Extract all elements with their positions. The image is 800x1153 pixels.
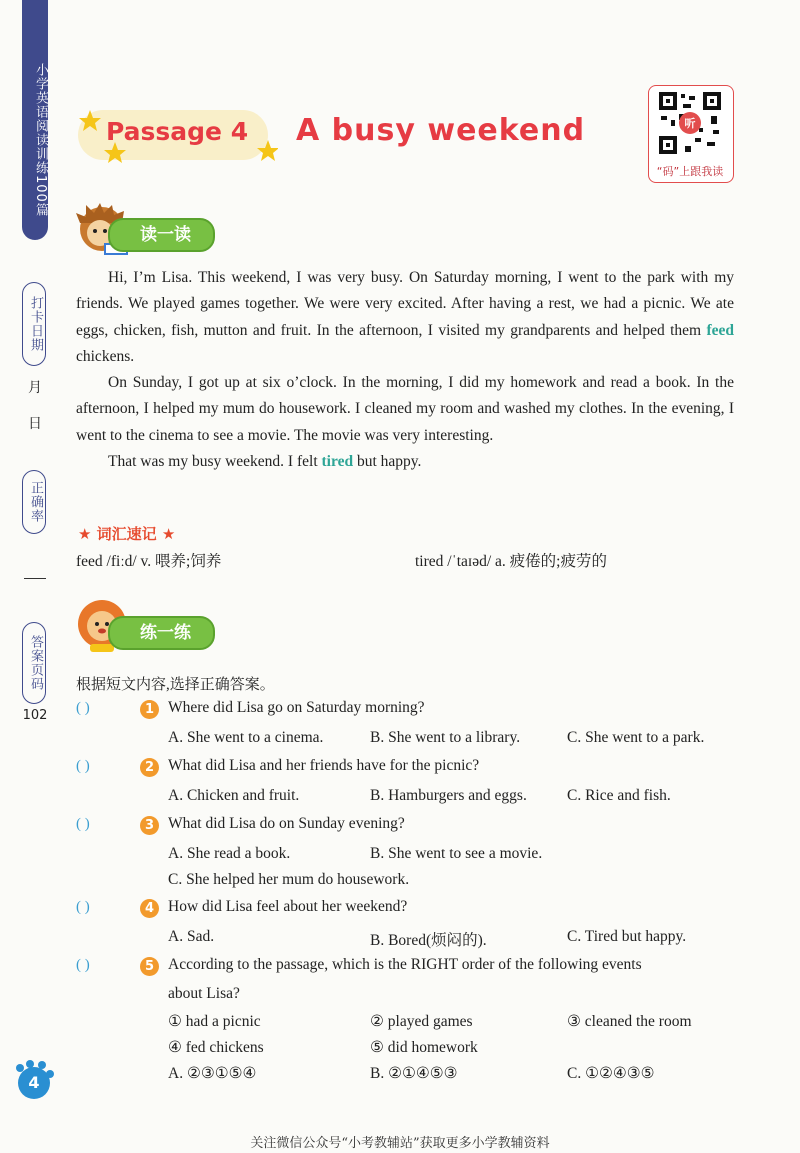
question-5-text-cont: about Lisa? xyxy=(168,985,240,1002)
question-number-4 xyxy=(140,899,159,918)
q4-badge: 4 xyxy=(140,899,159,918)
page-title: A busy weekend xyxy=(296,113,586,148)
q5-badge: 5 xyxy=(140,957,159,976)
question-1 xyxy=(76,699,90,717)
question-4 xyxy=(76,898,90,916)
q3-option-c[interactable]: C. She helped her mum do housework. xyxy=(168,871,410,888)
series-title-tab: 小学英语阅读训练100篇 xyxy=(22,0,48,240)
section-practice-header: 练一练 xyxy=(108,616,215,650)
q3-badge: 3 xyxy=(140,816,159,835)
q1-option-a[interactable]: A. She went to a cinema. xyxy=(168,729,324,746)
paragraph-3-text: That was my busy weekend. I felt xyxy=(108,453,322,471)
q5-option-c[interactable]: C. ①②④③⑤ xyxy=(567,1065,655,1082)
divider xyxy=(24,578,46,579)
passage-number: Passage 4 xyxy=(106,117,249,146)
q1-badge: 1 xyxy=(140,700,159,719)
q2-option-c[interactable]: C. Rice and fish. xyxy=(567,787,671,804)
month-label: 月 xyxy=(28,380,42,396)
q2-option-b[interactable]: B. Hamburgers and eggs. xyxy=(370,787,527,804)
q4-option-c[interactable]: C. Tired but happy. xyxy=(567,928,687,945)
question-5-text: According to the passage, which is the RIGHT order of the following events xyxy=(168,956,642,973)
question-number-5 xyxy=(140,957,159,976)
checkin-date-label: 打卡日期 xyxy=(22,282,46,366)
answer-blank-3[interactable]: ( ) xyxy=(76,816,90,832)
q5-event-3: ③ cleaned the room xyxy=(567,1013,692,1030)
paragraph-3 xyxy=(76,449,734,475)
q5-event-1: ① had a picnic xyxy=(168,1013,261,1030)
vocab-item-tired: tired /ˈtaɪəd/ a. 疲倦的;疲劳的 xyxy=(415,553,607,570)
q5-option-a[interactable]: A. ②③①⑤④ xyxy=(168,1065,257,1082)
answer-blank-4[interactable]: ( ) xyxy=(76,899,90,915)
keyword-feed: feed xyxy=(706,321,734,339)
page-number: 4 xyxy=(18,1067,50,1099)
qr-badge: 听 xyxy=(684,117,696,130)
question-number-3 xyxy=(140,816,159,835)
vocab-item-feed: feed /fiːd/ v. 喂养;饲养 xyxy=(76,553,222,570)
paragraph-1-text: Hi, I’m Lisa. This weekend, I was very busy. On Saturday morning, I went to the park with my friends. We played games together. We were very excited. After having a rest, we had a picnic. We ate eggs, chicken, fish, mutton and fruit. In the afternoon, I visited my grandparents and helped them xyxy=(76,269,734,339)
instruction-text: 根据短文内容,选择正确答案。 xyxy=(76,677,275,693)
paragraph-2: On Sunday, I got up at six o’clock. In the morning, I did my homework and read a book. In the afternoon, I helped my mum do housework. I cleaned my room and washed my clothes. In the evening, I went to the cinema to see a movie. The movie was very interesting. xyxy=(76,374,734,444)
section-read-header: 读一读 xyxy=(108,218,215,252)
q4-option-a[interactable]: A. Sad. xyxy=(168,928,215,945)
answer-page-number: 102 xyxy=(22,708,48,723)
q5-event-5: ⑤ did homework xyxy=(370,1039,478,1056)
paragraph-3-end: but happy. xyxy=(353,453,422,471)
question-3-text: What did Lisa do on Sunday evening? xyxy=(168,815,405,832)
paragraph-1-end: chickens. xyxy=(76,347,135,365)
qr-caption: “码”上跟我读 xyxy=(656,165,724,178)
answer-blank-2[interactable]: ( ) xyxy=(76,758,90,774)
q5-event-2: ② played games xyxy=(370,1013,473,1030)
q1-option-b[interactable]: B. She went to a library. xyxy=(370,729,521,746)
day-label: 日 xyxy=(28,416,42,432)
q3-option-b[interactable]: B. She went to see a movie. xyxy=(370,845,543,862)
question-5 xyxy=(76,956,90,974)
answer-blank-1[interactable]: ( ) xyxy=(76,700,90,716)
question-number-2 xyxy=(140,758,159,777)
footer-note: 关注微信公众号“小考教辅站”获取更多小学教辅资料 xyxy=(250,1136,550,1151)
accuracy-label: 正确率 xyxy=(22,470,46,534)
question-2-text: What did Lisa and her friends have for the picnic? xyxy=(168,757,480,774)
question-number-1 xyxy=(140,700,159,719)
question-4-text: How did Lisa feel about her weekend? xyxy=(168,898,408,915)
q5-option-b[interactable]: B. ②①④⑤③ xyxy=(370,1065,458,1082)
passage-text xyxy=(76,265,734,475)
q2-option-a[interactable]: A. Chicken and fruit. xyxy=(168,787,300,804)
question-3 xyxy=(76,815,90,833)
question-1-text: Where did Lisa go on Saturday morning? xyxy=(168,699,425,716)
vocab-heading: ★ 词汇速记 ★ xyxy=(78,525,176,543)
paragraph-1 xyxy=(76,265,734,370)
answer-page-label: 答案页码 xyxy=(22,622,46,704)
q3-option-a[interactable]: A. She read a book. xyxy=(168,845,291,862)
q4-option-b[interactable]: B. Bored(烦闷的). xyxy=(370,932,487,949)
question-2 xyxy=(76,757,90,775)
keyword-tired: tired xyxy=(321,453,354,471)
q5-event-4: ④ fed chickens xyxy=(168,1039,264,1056)
q1-option-c[interactable]: C. She went to a park. xyxy=(567,729,705,746)
q2-badge: 2 xyxy=(140,758,159,777)
answer-blank-5[interactable]: ( ) xyxy=(76,957,90,973)
